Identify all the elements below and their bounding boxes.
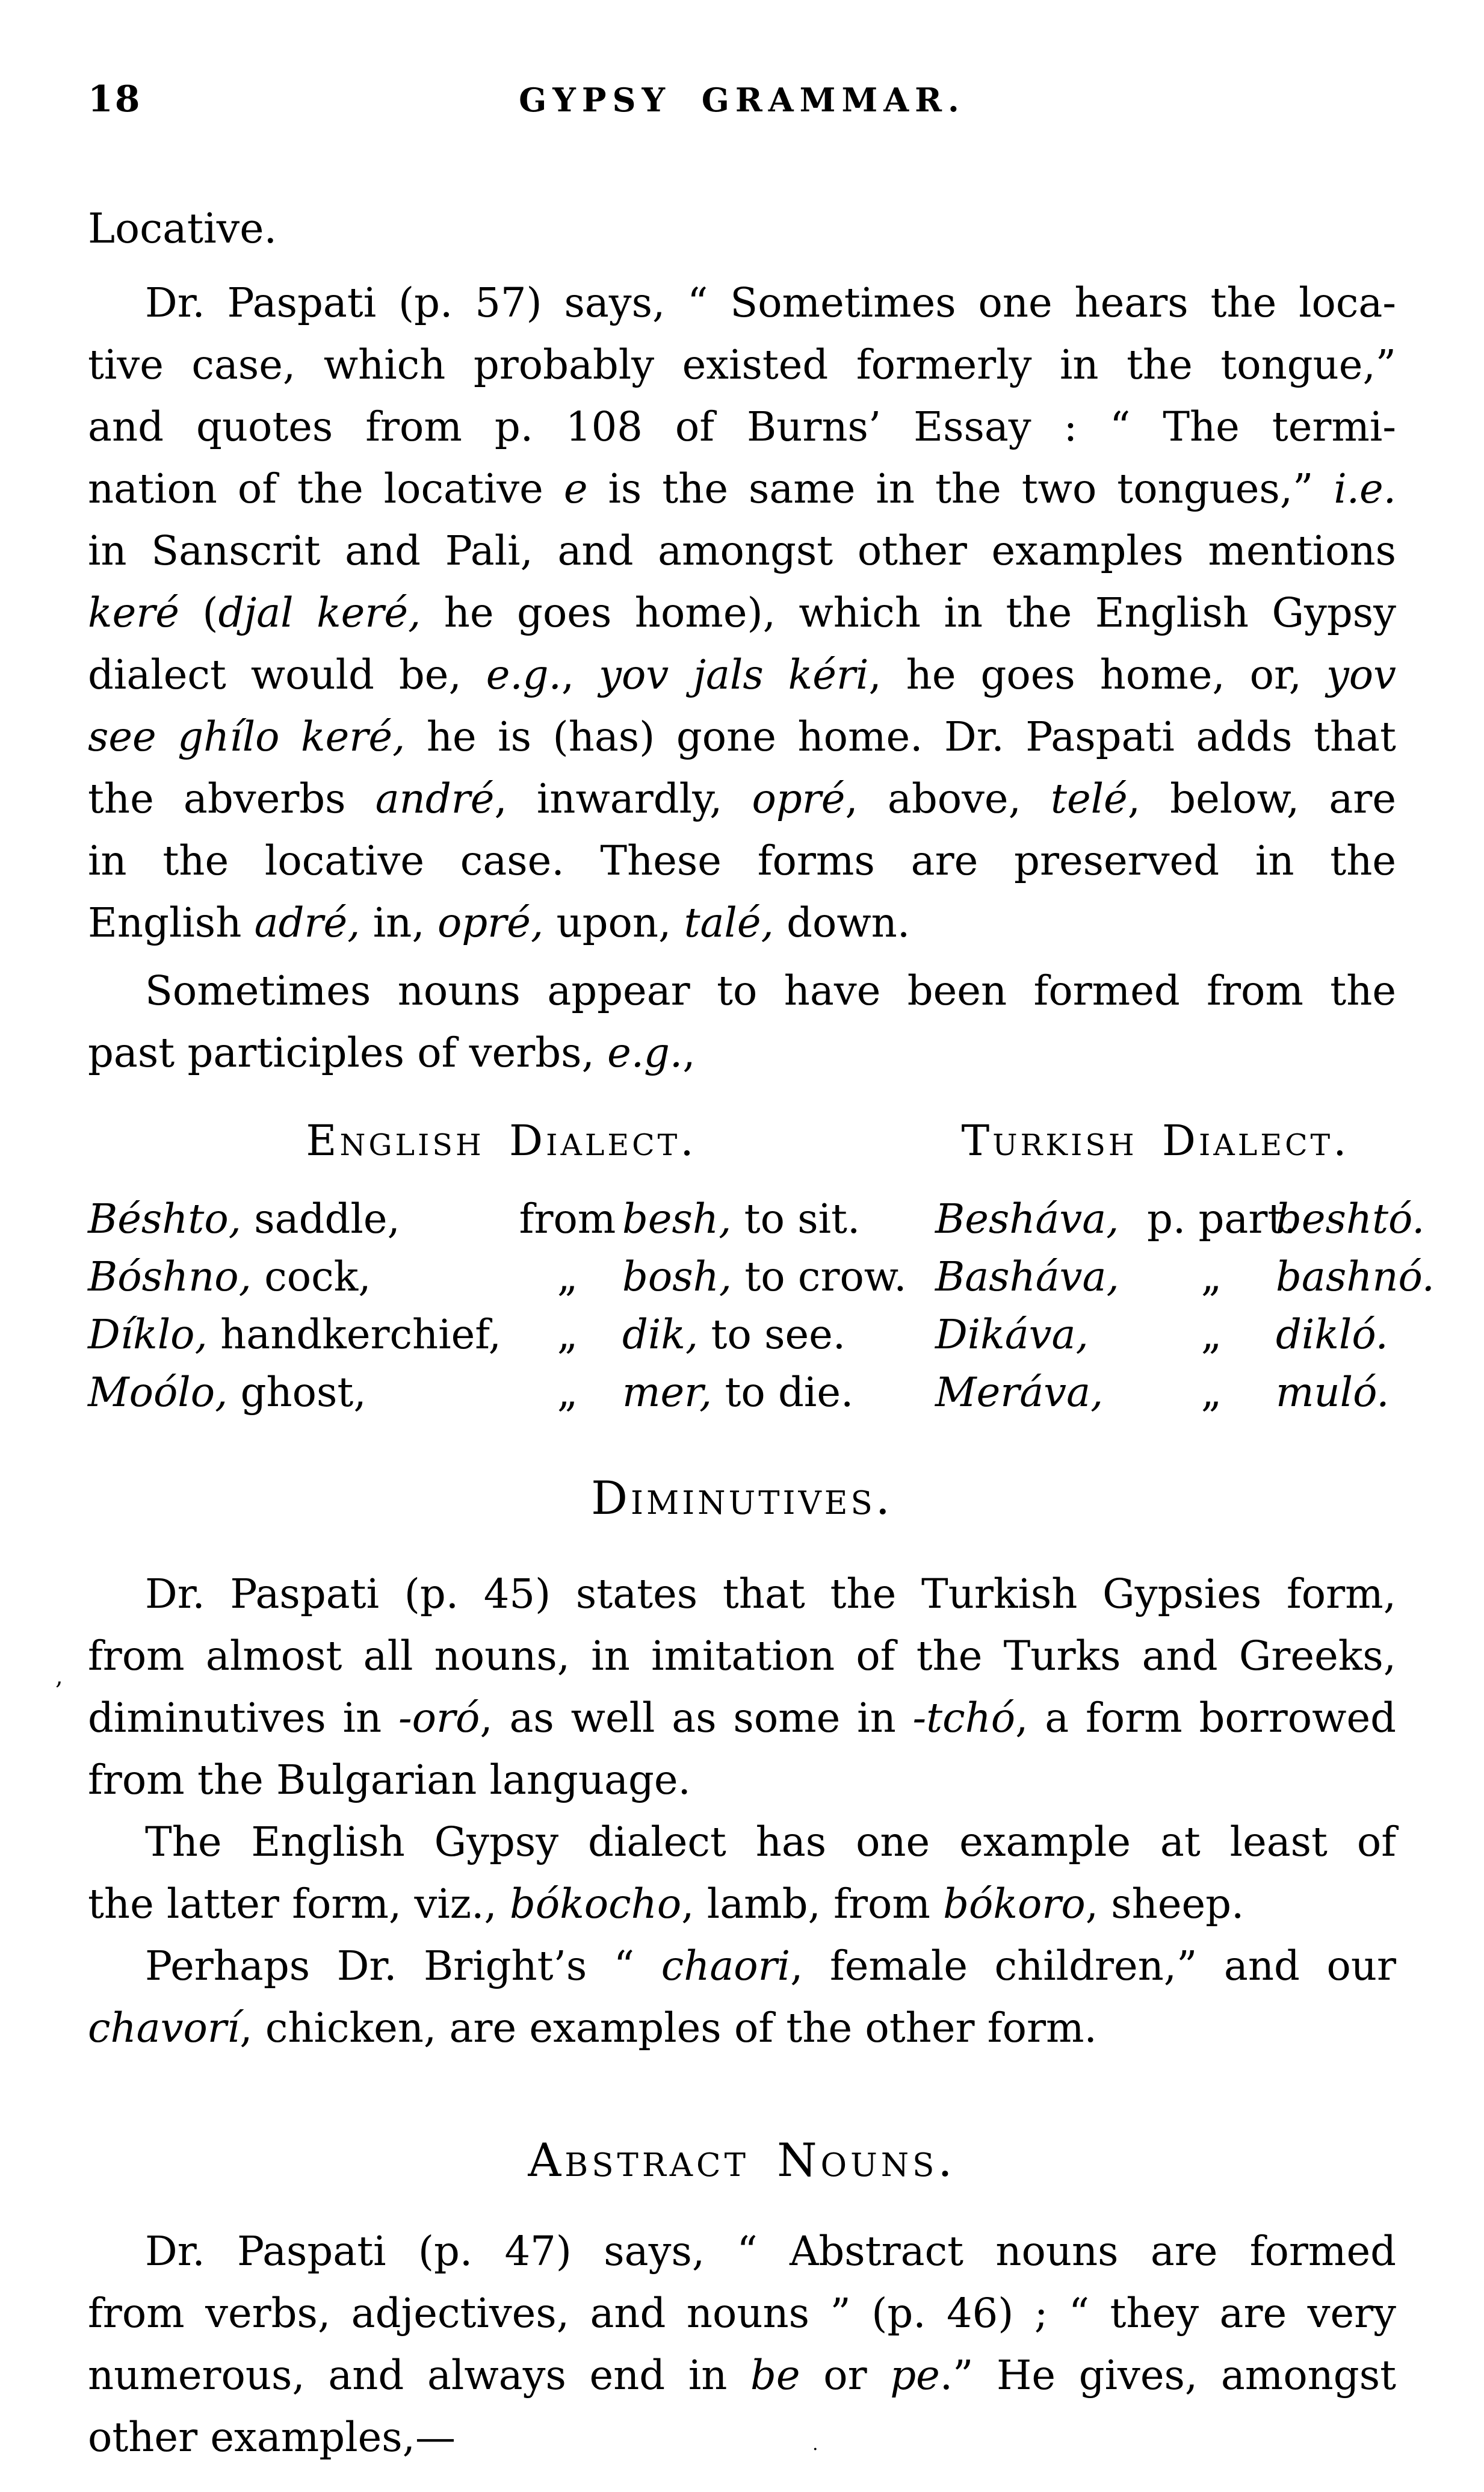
paragraph-locative-2: [88, 960, 1396, 1084]
table-cell-ditto: „: [557, 1311, 578, 1358]
text-line: Dr. Paspati (p. 57) says, “ Sometimes one hears the loca-: [145, 279, 1396, 326]
text-line: Sometimes nouns appear to have been formed from the: [145, 967, 1396, 1014]
table-cell-participle: dikló.: [1276, 1311, 1388, 1358]
text-line: keré (djal keré, he goes home), which in the English Gypsy: [88, 589, 1397, 636]
table-cell-verb: mer, to die.: [622, 1369, 854, 1416]
text-line: Dr. Paspati (p. 47) says, “ Abstract nouns are formed: [145, 2228, 1396, 2275]
text-line: from verbs, adjectives, and nouns ” (p. 46) ; “ they are very: [88, 2290, 1396, 2337]
scan-speck-bottom-dot: ·: [812, 2439, 818, 2460]
table-cell-turkish-word: Meráva,: [935, 1369, 1104, 1416]
text-line: the abverbs andré, inwardly, opré, above, telé, below, are: [88, 775, 1396, 822]
table-cell-english-word: Moólo, ghost,: [88, 1369, 366, 1416]
page-number: 18: [88, 78, 142, 120]
table-cell-verb: bosh, to crow.: [622, 1253, 907, 1300]
table-cell-ditto: „: [1201, 1311, 1222, 1358]
locative-label: Locative.: [88, 205, 277, 253]
text-line: tive case, which probably existed formerly in the tongue,”: [88, 341, 1396, 388]
table-cell-p-part: p. part.: [1147, 1195, 1297, 1242]
table-cell-participle: bashnó.: [1276, 1253, 1435, 1300]
running-title: GYPSY GRAMMAR.: [519, 81, 965, 119]
paragraph-diminutives-1: [88, 1563, 1396, 1811]
table-cell-participle: muló.: [1276, 1369, 1390, 1416]
table-cell-turkish-word: Besháva,: [935, 1195, 1119, 1242]
table-cell-turkish-word: Dikáva,: [935, 1311, 1089, 1358]
text-line: Dr. Paspati (p. 45) states that the Turkish Gypsies form,: [145, 1570, 1396, 1617]
text-line: the latter form, viz., bókocho, lamb, from bókoro, sheep.: [88, 1880, 1244, 1927]
column-header-turkish-dialect: Turkish Dialect.: [961, 1116, 1350, 1165]
table-cell-ditto: „: [557, 1253, 578, 1300]
text-line: dialect would be, e.g., yov jals kéri, he goes home, or, yov: [88, 651, 1396, 698]
text-line: other examples,—: [88, 2414, 456, 2461]
scan-speck-margin-mark: ,: [55, 1663, 63, 1690]
section-heading-abstract-nouns: Abstract Nouns.: [528, 2133, 956, 2187]
text-line: nation of the locative e is the same in the two tongues,” i.e.: [88, 465, 1396, 512]
paragraph-diminutives-3: [88, 1935, 1396, 2059]
text-line: Perhaps Dr. Bright’s “ chaori, female children,” and our: [145, 1942, 1396, 1989]
table-body: [88, 1190, 1435, 1421]
dialect-comparison-table: [88, 1116, 1435, 1421]
text-line: numerous, and always end in be or pe.” He gives, amongst: [88, 2352, 1397, 2399]
text-line: diminutives in -oró, as well as some in -tchó, a form borrowed: [88, 1694, 1397, 1741]
table-cell-verb: besh, to sit.: [622, 1195, 861, 1242]
page-header: [88, 78, 1396, 129]
table-cell-english-word: Díklo, handkerchief,: [88, 1311, 501, 1358]
section-heading-diminutives: Diminutives.: [591, 1471, 893, 1525]
text-line: English adré, in, opré, upon, talé, down.: [88, 899, 910, 946]
table-cell-english-word: Bóshno, cock,: [88, 1253, 371, 1300]
table-cell-from: from: [519, 1195, 616, 1242]
text-line: past participles of verbs, e.g.,: [88, 1029, 696, 1076]
table-cell-ditto: „: [1201, 1369, 1222, 1416]
text-line: see ghílo keré, he is (has) gone home. Dr. Paspati adds that: [88, 713, 1396, 760]
text-line: and quotes from p. 108 of Burns’ Essay : “ The termi-: [88, 403, 1396, 450]
text-line: from almost all nouns, in imitation of the Turks and Greeks,: [88, 1632, 1396, 1679]
table-header-row: [88, 1116, 1396, 1165]
paragraph-locative-1: [88, 272, 1396, 954]
paragraph-diminutives-2: [88, 1811, 1396, 1935]
text-line: in Sanscrit and Pali, and amongst other examples mentions: [88, 527, 1396, 574]
table-cell-ditto: „: [1201, 1253, 1222, 1300]
text-line: in the locative case. These forms are preserved in the: [88, 837, 1396, 884]
text-line: The English Gypsy dialect has one example at least of: [145, 1818, 1396, 1865]
table-cell-turkish-word: Basháva,: [935, 1253, 1119, 1300]
section-heading-abstract-nouns-row: [88, 2130, 1396, 2190]
table-cell-participle: beshtó.: [1276, 1195, 1425, 1242]
table-cell-verb: dik, to see.: [622, 1311, 846, 1358]
text-line: chavorí, chicken, are examples of the other form.: [88, 2004, 1097, 2051]
column-header-english-dialect: English Dialect.: [306, 1116, 697, 1165]
text-line: from the Bulgarian language.: [88, 1756, 691, 1803]
table-cell-english-word: Béshto, saddle,: [88, 1195, 400, 1242]
paragraph-abstract-nouns-1: [88, 2221, 1396, 2469]
table-cell-ditto: „: [557, 1369, 578, 1416]
